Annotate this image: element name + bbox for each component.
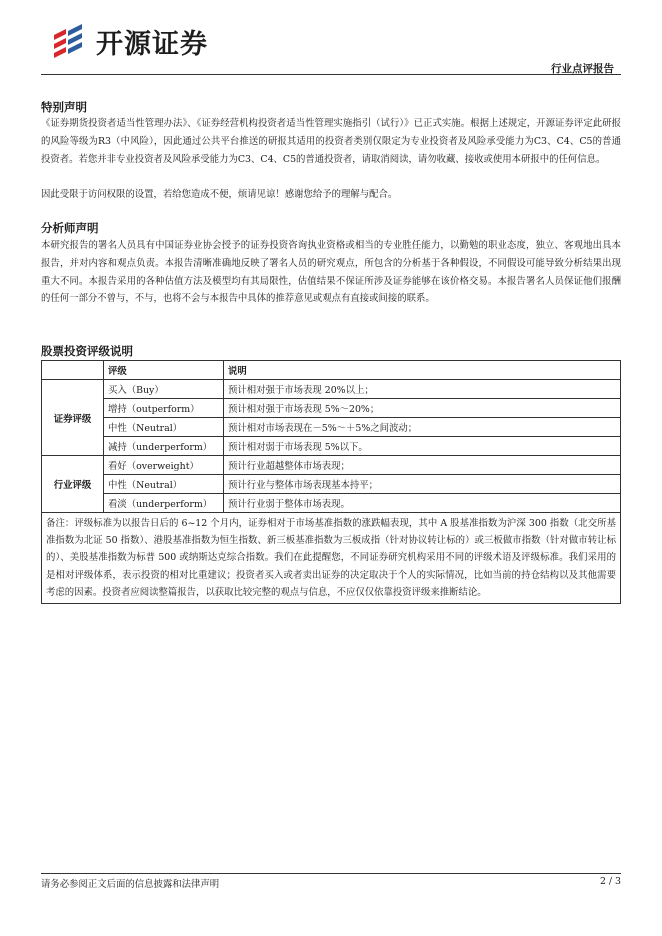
footer-disclaimer: 请务必参阅正文后面的信息披露和法律声明 [41,879,220,890]
brand-logo-icon [52,21,86,61]
rating-desc: 预计行业超越整体市场表现； [224,456,621,475]
page-number: 2 / 3 [599,876,621,887]
rating-section-title: 股票投资评级说明 [41,344,133,358]
rating-name: 中性（Neutral） [104,418,224,437]
rating-note: 备注：评级标准为以报告日后的 6~12 个月内，证券相对于市场基准指数的涨跌幅表现，其中 A 股基准指数为沪深 300 指数（北交所基准指数为北证 50 指数）、港股基准指数为恒生指数、新三板基准指数为三板成指（针对协议转让标的）或三板做市指数（针对做市转让标的）、美股基准指数为标普 500 或纳斯达克综合指数。我们在此提醒您，不同证券研究机构采用不同的评级术语及评级标准。我们采用的是相对评级体系，表示投资的相对比重建议；投资者买入或者卖出证券的决定取决于个人的实际情况，比如当前的持仓结构以及其他需要考虑的因素。投资者应阅读整篇报告，以获取比较完整的观点与信息，不应仅仅依靠投资评级来推断结论。 [42,513,621,604]
rating-desc: 预计相对市场表现在－5%～＋5%之间波动； [224,418,621,437]
rating-name: 看好（overweight） [104,456,224,475]
rating-desc: 预计相对弱于市场表现 5%以下。 [224,437,621,456]
analyst-statement-paragraph: 本研究报告的署名人员具有中国证券业协会授予的证券投资咨询执业资格或相当的专业胜任能力，以勤勉的职业态度，独立、客观地出具本报告，并对内容和观点负责。本报告清晰准确地反映了署名人员的研究观点，所包含的分析基于各种假设，不同假设可能导致分析结果出现重大不同。本报告采用的各种估值方法及模型均有其局限性，估值结果不保证所涉及证券能够在该价格交易。本报告署名人员保证他们报酬的任何一部分不曾与，不与，也将不会与本报告中具体的推荐意见或观点有直接或间接的联系。 [41,240,621,305]
rating-name: 增持（outperform） [104,399,224,418]
table-header-rating: 评级 [104,361,224,380]
table-row [42,456,621,475]
table-row [42,494,621,513]
table-row [42,399,621,418]
table-note-row [42,513,621,604]
rating-name: 中性（Neutral） [104,475,224,494]
special-statement-paragraph-2: 因此受限于访问权限的设置，若给您造成不便，烦请见谅！感谢您给予的理解与配合。 [41,189,398,200]
rating-desc: 预计相对强于市场表现 5%～20%； [224,399,621,418]
table-row [42,380,621,399]
rating-name: 买入（Buy） [104,380,224,399]
analyst-statement-title: 分析师声明 [41,221,99,235]
table-header-blank [42,361,104,380]
rating-desc: 预计行业与整体市场表现基本持平； [224,475,621,494]
special-statement-title: 特别声明 [41,100,87,114]
special-statement-paragraph-1: 《证券期货投资者适当性管理办法》、《证券经营机构投资者适当性管理实施指引（试行）》已正式实施。根据上述规定，开源证券评定此研报的风险等级为R3（中风险），因此通过公共平台推送的研报其适用的投资者类别仅限定为专业投资者及风险承受能力为C3、C4、C5的普通投资者。若您并非专业投资者及风险承受能力为C3、C4、C5的普通投资者，请取消阅读，请勿收藏、接收或使用本研报中的任何信息。 [41,118,621,165]
rating-name: 看淡（underperform） [104,494,224,513]
table-row [42,475,621,494]
securities-rating-category: 证券评级 [42,380,104,456]
table-row [42,418,621,437]
rating-table [41,360,621,604]
rating-name: 减持（underperform） [104,437,224,456]
table-header-row [42,361,621,380]
report-type-label: 行业点评报告 [551,63,614,75]
brand-logo [52,20,208,62]
table-row [42,437,621,456]
brand-name: 开源证券 [96,28,208,60]
rating-desc: 预计行业弱于整体市场表现。 [224,494,621,513]
table-header-desc: 说明 [224,361,621,380]
rating-desc: 预计相对强于市场表现 20%以上； [224,380,621,399]
header-divider [41,74,621,75]
footer-divider [41,873,621,874]
industry-rating-category: 行业评级 [42,456,104,513]
